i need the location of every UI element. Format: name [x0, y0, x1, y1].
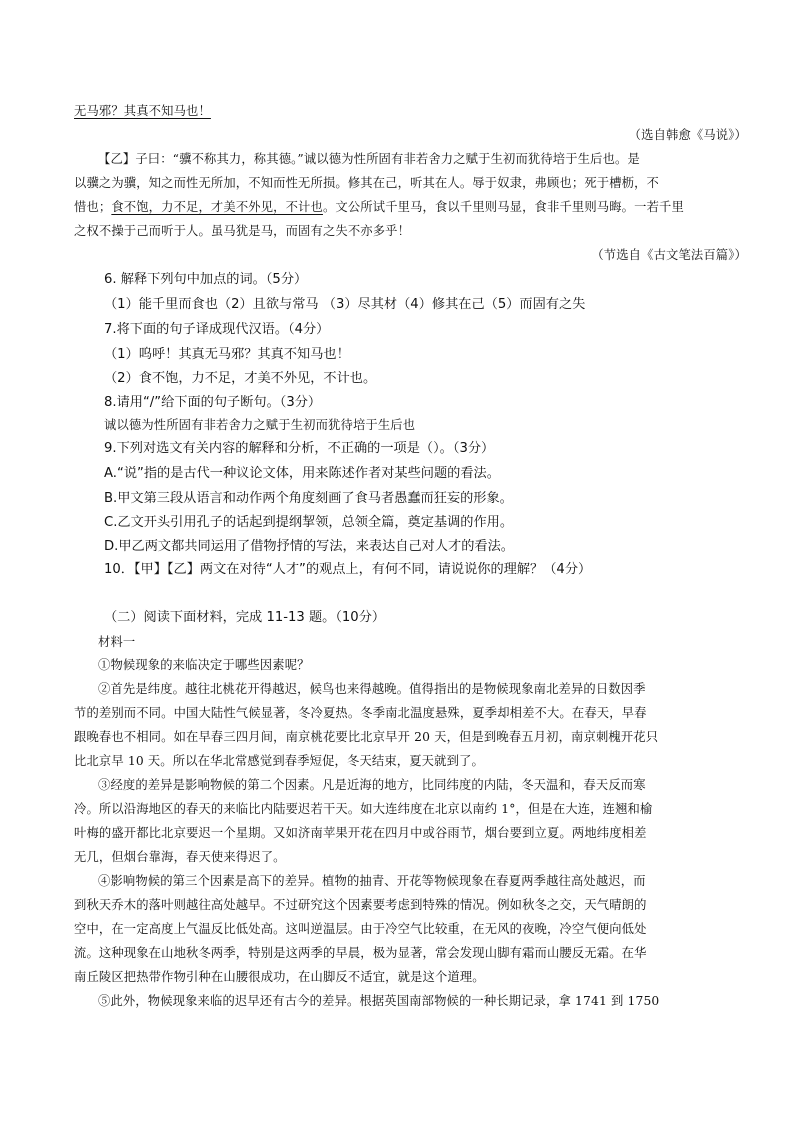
- paragraph-3-line-4: 无几，但烟台靠海，春天使来得迟了。: [74, 850, 286, 864]
- question-9-option-c: C.乙文开头引用孔子的话起到提纲挈领，总领全篇，奠定基调的作用。: [104, 515, 514, 530]
- line-3-suffix: 。文公所试千里马，食以千里则马显，食非千里则马晦。一若千里: [322, 200, 684, 214]
- paragraph-4-line-4: 流。这种现象在山地秋冬两季，特别是这两季的早晨，极为显著，常会发现山脚有霜而山腰反无霜。在华: [74, 946, 647, 960]
- passage-jia-source: （选自韩愈《马说》）: [628, 128, 747, 142]
- question-9-option-b: B.甲文第三段从语言和动作两个角度刻画了食马者愚蠢而狂妄的形象。: [104, 491, 513, 506]
- question-7-item-1: （1）呜呼！其真无马邪？其真不知马也！: [104, 347, 350, 362]
- question-8-text: 诚以德为性所固有非若舍力之赋于生初而犹待培于生后也: [104, 418, 416, 432]
- passage-yi-line-3: [74, 197, 684, 215]
- paragraph-3-line-1: ③经度的差异是影响物候的第二个因素。凡是近海的地方，比同纬度的内陆，冬天温和，春天反而寒: [98, 778, 646, 792]
- passage-yi-line-1: 【乙】子曰：“骥不称其力，称其德。”诚以德为性所固有非若舍力之赋于生初而犹待培于生后也。是: [98, 152, 640, 166]
- section-2-heading: （二）阅读下面材料，完成 11-13 题。（10分）: [104, 610, 386, 625]
- paragraph-4-line-1: ④影响物候的第三个因素是高下的差异。植物的抽青、开花等物候现象在春夏两季越往高处越迟，而: [98, 874, 646, 888]
- question-9: 9.下列对选文有关内容的解释和分析，不正确的一项是（）。（3分）: [104, 441, 495, 456]
- question-9-option-a: A.“说”指的是古代一种议论文体，用来陈述作者对某些问题的看法。: [104, 466, 500, 481]
- paragraph-5-line-1: ⑤此外，物候现象来临的迟早还有古今的差异。根据英国南部物候的一种长期记录，拿 1741 到 1750: [98, 994, 660, 1008]
- paragraph-2-line-3: 跟晚春也不相同。如在早春三四月间，南京桃花要比北京早开 20 天，但是到晚春五月初，南京刺槐开花只: [74, 730, 659, 744]
- passage-yi-source: （节选自《古文笔法百篇》）: [591, 248, 747, 262]
- question-7-item-2: （2）食不饱，力不足，才美不外见，不计也。: [104, 371, 377, 386]
- paragraph-3-line-2: 冷。所以沿海地区的春天的来临比内陆要迟若干天。如大连纬度在北京以南约 1°，但是在大连，连翘和榆: [74, 802, 653, 816]
- passage-yi-line-2: 以骥之为骥，知之而性无所加，不知而性无所损。修其在己，听其在人。辱于奴隶，弗顾也；死于槽枥，不: [74, 176, 660, 190]
- question-7: 7.将下面的句子译成现代汉语。（4分）: [104, 322, 330, 337]
- question-6: 6. 解释下列句中加点的词。（5分）: [104, 272, 308, 287]
- paragraph-4-line-5: 南丘陵区把热带作物引种在山腰很成功，在山脚反不适宜，就是这个道理。: [74, 970, 485, 984]
- passage-jia-last-line: [74, 101, 211, 119]
- question-9-option-d: D.甲乙两文都共同运用了借物抒情的写法，来表达自己对人才的看法。: [104, 539, 514, 554]
- paragraph-2-line-1: ②首先是纬度。越往北桃花开得越迟，候鸟也来得越晚。值得指出的是物候现象南北差异的日数因季: [98, 682, 646, 696]
- passage-yi-line-4: 之权不操于己而听于人。虽马犹是马，而固有之失不亦多乎！: [74, 224, 411, 238]
- paragraph-2-line-2: 节的差别而不同。中国大陆性气候显著，冬冷夏热。冬季南北温度悬殊，夏季却相差不大。在春天，早春: [74, 706, 647, 720]
- question-8: 8.请用“/”给下面的句子断句。（3分）: [104, 395, 322, 410]
- question-6-items: （1）能千里而食也（2）且欲与常马 （3）尽其材（4）修其在己（5）而固有之失: [104, 297, 586, 312]
- underlined-sentence: 食不饱，力不足，才美不外见，不计也: [111, 200, 323, 214]
- paragraph-2-line-4: 比北京早 10 天。所以在华北常感觉到春季短促，冬天结束，夏天就到了。: [74, 754, 484, 768]
- line-3-prefix: 惜也；: [74, 200, 112, 214]
- paragraph-4-line-3: 空中，在一定高度上气温反比低处高。这叫逆温层。由于冷空气比较重，在无风的夜晚，冷空气便向低处: [74, 922, 647, 936]
- question-10: 10．【甲】【乙】两文在对待“人才”的观点上，有何不同，请说说你的理解？（4分）: [104, 562, 592, 577]
- paragraph-4-line-2: 到秋天乔木的落叶则越往高处越早。不过研究这个因素要考虑到特殊的情况。例如秋冬之交，天气晴朗的: [74, 898, 647, 912]
- material-label: 材料一: [98, 635, 136, 649]
- paragraph-1: ①物候现象的来临决定于哪些因素呢？: [98, 658, 310, 672]
- paragraph-3-line-3: 叶梅的盛开都比北京要迟一个星期。又如济南苹果开花在四月中或谷雨节，烟台要到立夏。两地纬度相差: [74, 826, 647, 840]
- underlined-sentence: 无马邪？其真不知马也！: [74, 104, 211, 118]
